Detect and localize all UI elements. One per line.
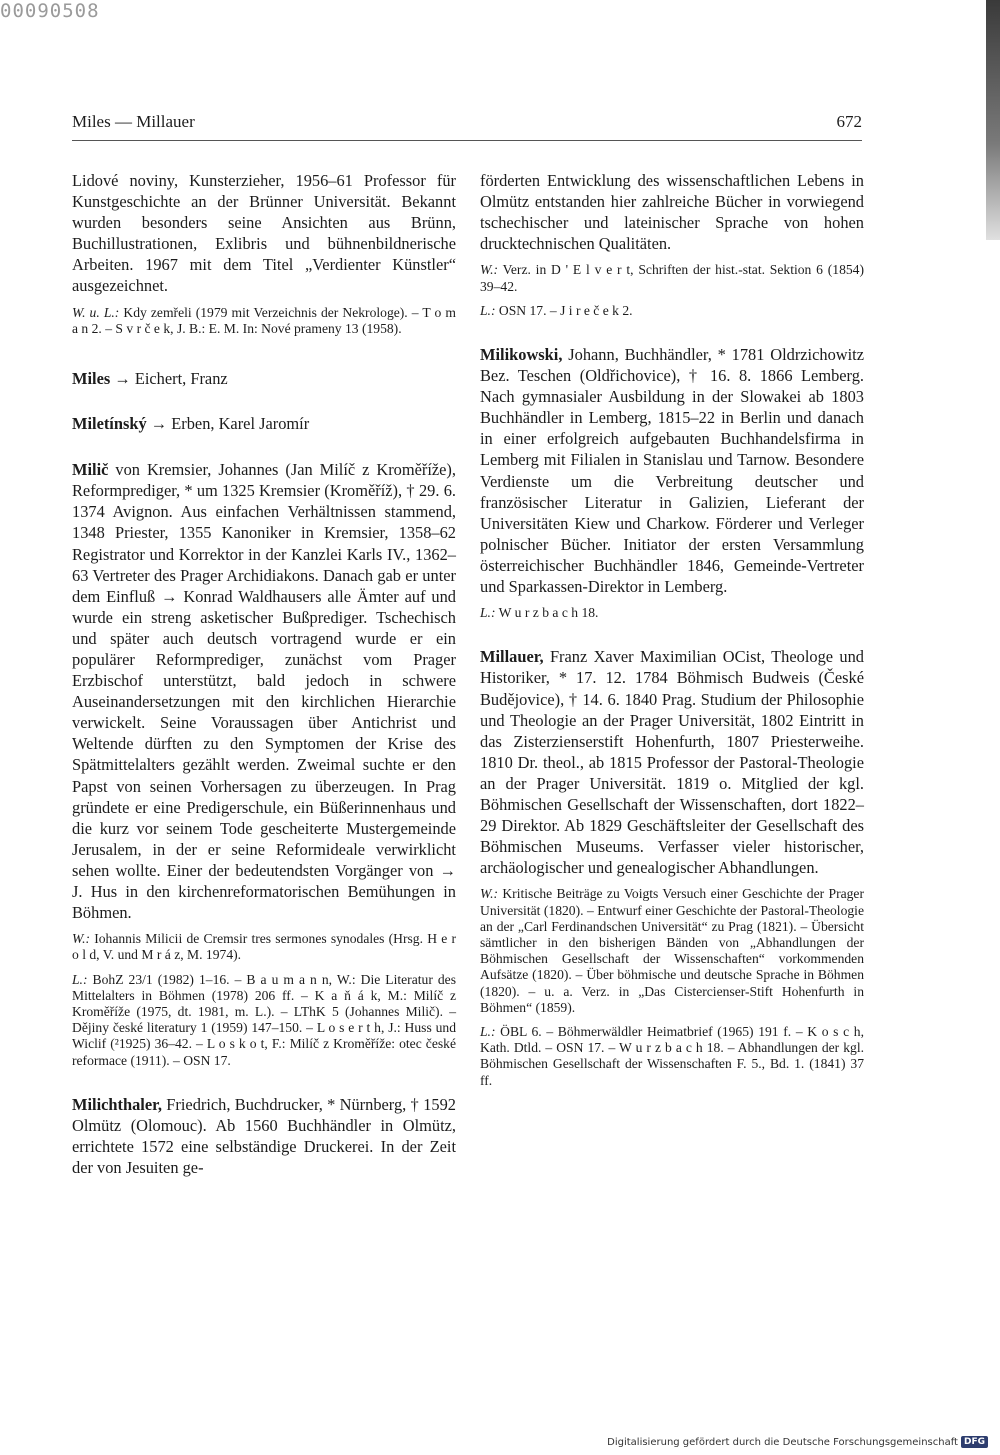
literature-label: L.: (480, 605, 496, 621)
page-number: 672 (836, 112, 862, 131)
literature-text: ÖBL 6. – Böhmerwäldler Heimatbrief (1965) 191 f. – K o s c h, Kath. Dtld. – OSN 17. – W u r z b a c h 18. – Abhandlungen der kgl. Böhmischen Gesellschaft der Wissenschaften F. 5., Bd. 1. (1841) 37 ff. (480, 1023, 864, 1088)
headword: Milič (72, 460, 109, 480)
literature-label: L.: (72, 971, 88, 987)
entry-millauer (480, 646, 864, 878)
entry-works (480, 886, 864, 1016)
entry-works (72, 931, 456, 963)
cross-reference-miles (72, 368, 456, 389)
running-head-title: Miles — Millauer (72, 112, 195, 131)
cross-reference-target: → Eichert, Franz (114, 368, 228, 388)
literature-text: OSN 17. – J i r e č e k 2. (498, 302, 633, 318)
headword: Milichthaler, (72, 1094, 162, 1114)
entry-milichthaler (72, 1094, 456, 1178)
entry-continuation-text: förderten Entwicklung des wissenschaftlichen Lebens in Olmütz entstanden hier zahlreiche Bücher in vorwiegend tschechischer und lateinischer Sprache von hohen drucktechnischen Qualitäten. (480, 171, 864, 254)
entry-text: Franz Xaver Maximilian OCist, Theologe und Historiker, * 17. 12. 1784 Böhmisch Budweis (České Budějovice), † 14. 6. 1840 Prag. Studium der Philosophie und Theologie an der Prager Universität, 1802 Eintritt in das Zisterzienserstift Hohenfurth, 1807 Priesterweihe. 1810 Dr. theol., ab 1815 Professor der Pastoral-Theologie an der Prager Universität. 1819 o. Mitglied der kgl. Böhmischen Gesellschaft der Wissenschaften, dort 1822–29 Direktor. Ab 1829 Geschäftsleiter der Gesellschaft des Böhmischen Museums. Verfasser vieler historischer, archäologischer und genealogischer Abhandlungen. (480, 647, 864, 878)
entry-text: von Kremsier, Johannes (Jan Milíč z Kroměříže), Reformprediger, * um 1325 Kremsier (Kroměříž), † 29. 6. 1374 Avignon. Aus einfachen Verhältnissen stammend, 1348 Priester, 1355 Kanoniker in Kremsier, 1358–62 Registrator und Korrektor in der Kanzlei Karls IV., 1362–63 Vertreter des Prager Archidiakons. Danach gab er unter dem Einfluß → Konrad Waldhausers alle Ämter auf und wurde ein streng asketischer Bußprediger. Tschechisch und später auch deutsch vortragend wurde er ein populärer Reformprediger, zunächst vom Prager Erzbischof unterstützt, bald jedoch in schwere Auseinandersetzungen mit den kirchlichen Hierarchie verwickelt. Seine Voraussagen über Antichrist und Weltende dürften zu den Symptomen der Krise des Spätmittelalters gezählt werden. Zweimal suchte er den Papst von seinen Vorhersagen zu überzeugen. In Prag gründete er eine Predigerschule, ein Büßerinnenhaus und die kurz vor seinem Tode gescheiterte Mustergemeinde Jerusalem, in der er seine Reformideale verwirklicht sehen wollte. Einer der bedeutendsten Vorgänger von → J. Hus in den kirchenreformatorischen Bemühungen in Böhmen. (72, 460, 456, 923)
works-text: Iohannis Milicii de Cremsir tres sermones synodales (Hrsg. H e r o l d, V. und M r á z, M. 1974). (72, 931, 456, 963)
left-column (72, 170, 456, 1178)
cross-reference-target: → Erben, Karel Jaromír (150, 414, 310, 434)
header-rule (72, 140, 862, 141)
works-text: Verz. in D ' E l v e r t, Schriften der hist.-stat. Sektion 6 (1854) 39–42. (480, 262, 864, 294)
entry-text: Friedrich, Buchdrucker, * Nürnberg, † 1592 Olmütz (Olomouc). Ab 1560 Buchhändler in Olmütz, errichtete 1572 eine selbständige Druckerei. In der Zeit der von Jesuiten ge- (72, 1094, 456, 1178)
footer-text: Digitalisierung gefördert durch die Deutsche Forschungsgemeinschaft (607, 1436, 958, 1448)
entry-continuation-text: Lidové noviny, Kunsterzieher, 1956–61 Professor für Kunstgeschichte an der Brünner Universität. Bekannt wurden besonders seine Ansichten aus Brünn, Buchillustrationen, Exlibris und bühnenbildnerische Arbeiten. 1967 mit dem Titel „Verdienter Künstler“ ausgezeichnet. (72, 171, 456, 296)
entry-milic (72, 459, 456, 923)
works-label: W.: (480, 886, 499, 902)
entry-literature (480, 605, 864, 621)
scan-edge-shadow (986, 0, 1000, 240)
entry-milikowski (480, 344, 864, 597)
works-label: W.: (480, 262, 499, 278)
scan-stamp: 00090508 (0, 0, 100, 22)
works-label: W.: (72, 931, 91, 947)
sources-label: W. u. L.: (72, 304, 120, 320)
running-head (72, 112, 862, 132)
right-column (480, 170, 864, 1089)
entry-literature (72, 972, 456, 1069)
literature-text: W u r z b a c h 18. (498, 605, 599, 621)
entry-literature (480, 303, 864, 319)
entry-works (480, 262, 864, 294)
entry-text: Johann, Buchhändler, * 1781 Oldrzichowitz Bez. Teschen (Oldřichovice), † 16. 8. 1866 Lemberg. Nach gymnasialer Ausbildung in der Slowakei ab 1803 Buchhändler in Lemberg, 1815–22 in Berlin und danach in einer erfolgreich aufgebauten Buchhandelsfirma in Lemberg mit Filialen in Stanislau und Tarnow. Besondere Verdienste um die Verbreitung deutscher und französischer Literatur in Galizien, Lieferant der Universitäten Kiew und Charkow. Förderer und Verleger polnischer Bücher. Initiator der ersten Versammlung österreichischer Buchhändler 1846, Gemeinde-Vertreter und Sparkassen-Direktor in Lemberg. (480, 344, 864, 597)
literature-label: L.: (480, 1023, 496, 1039)
works-text: Kritische Beiträge zu Voigts Versuch einer Geschichte der Prager Universität (1820). – Entwurf einer Geschichte der Pastoral-Theologie an der „Carl Ferdinandschen Universität“ zu Prag (1821). – Übersicht sämtlicher in den bisherigen Bänden von „Abhandlungen der Böhmischen Gesellschaft der Wissenschaften“ vorkommenden Aufsätze (1820). – Über böhmische und deutsche Sprache in Böhmen (1820). – u. a. Verz. in „Das Cistercienser-Stift Hohenfurth in Böhmen“ (1859). (480, 886, 864, 1015)
dfg-logo-icon: DFG (961, 1436, 988, 1448)
literature-label: L.: (480, 302, 496, 318)
entry-literature (480, 1024, 864, 1089)
headword: Miles (72, 368, 111, 388)
cross-reference-miletinsky (72, 413, 456, 434)
headword: Miletínský (72, 414, 147, 434)
entry-sources (72, 305, 456, 337)
headword: Millauer, (480, 647, 544, 667)
funding-footer (607, 1436, 988, 1448)
headword: Milikowski, (480, 344, 563, 364)
literature-text: BohZ 23/1 (1982) 1–16. – B a u m a n n, W.: Die Literatur des Mittelalters in Böhmen (1978) 206 ff. – K a ň á k, M.: Milíč z Kroměříže (1975, dt. 1981, m. L.). – LThK 5 (Johannes Milič). – Dějiny české literatury 1 (1959) 147–150. – L o s e r t h, J.: Huss und Wiclif (²1925) 36–42. – L o s k o t, F.: Milíč z Kroměříže: otec české reformace (1911). – OSN 17. (72, 971, 456, 1068)
sources-text: Kdy zemřeli (1979 mit Verzeichnis der Nekrologe). – T o m a n 2. – S v r č e k, J. B.: E. M. In: Nové prameny 13 (1958). (72, 304, 457, 336)
